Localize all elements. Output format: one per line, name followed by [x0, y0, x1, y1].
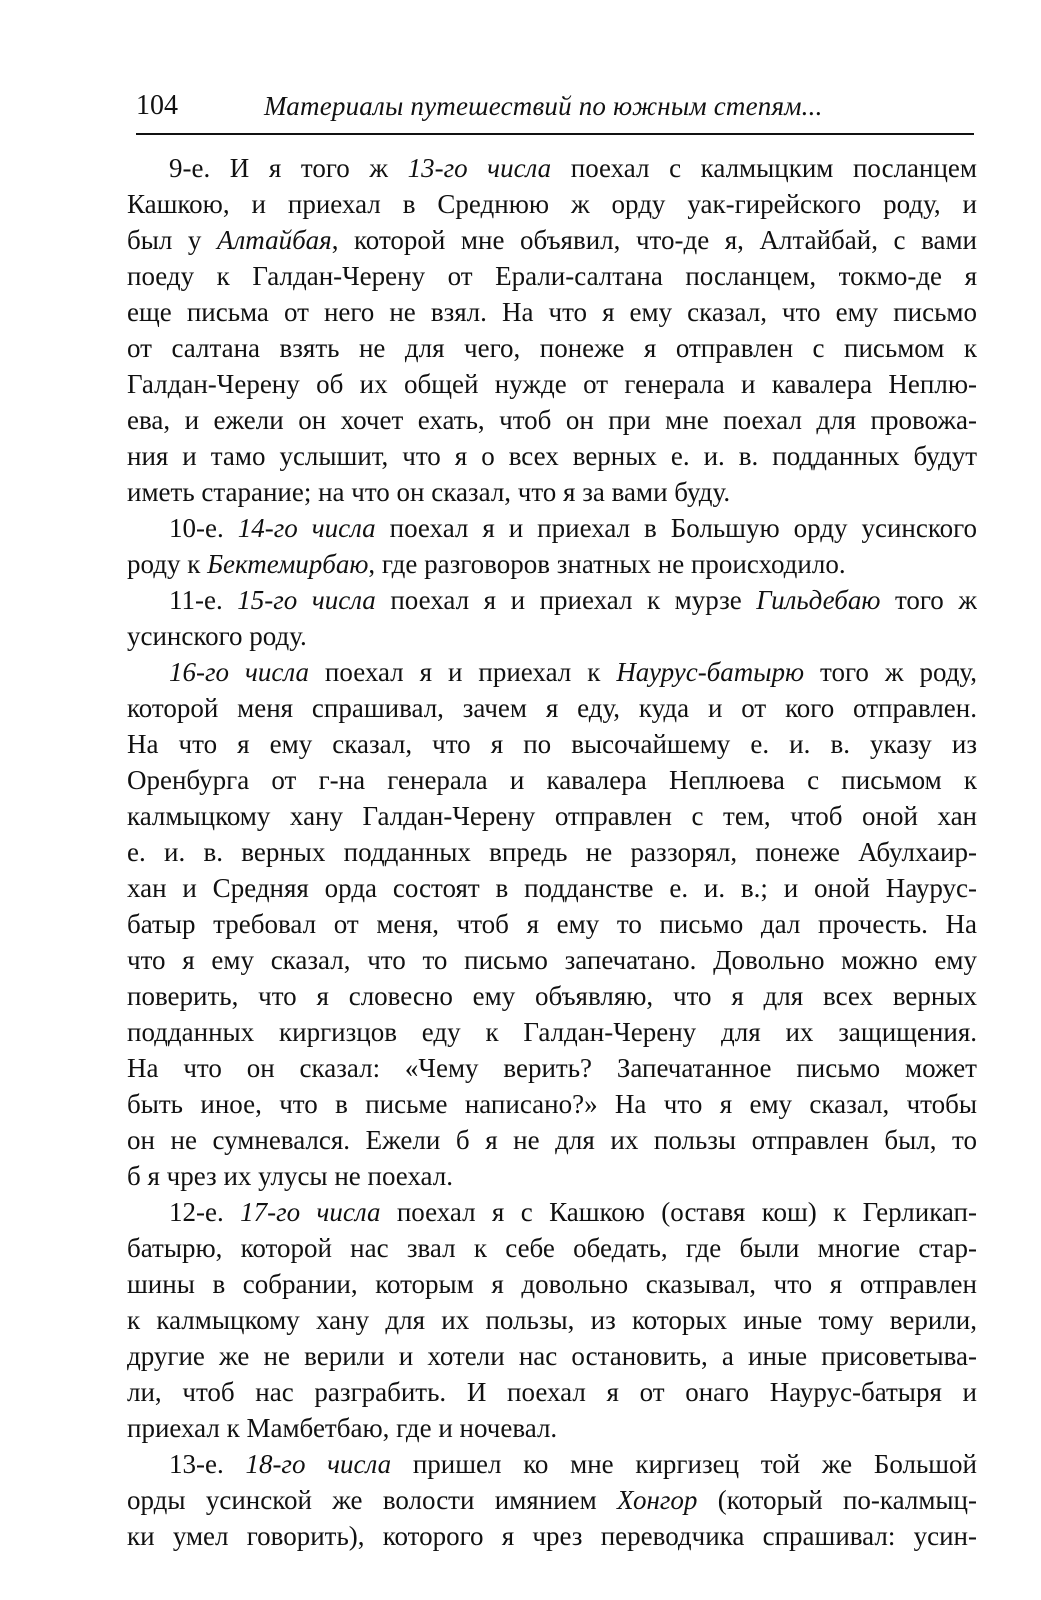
- running-header: [136, 88, 974, 128]
- text-segment: 10-е.: [169, 513, 238, 543]
- text-line: [127, 474, 977, 510]
- text-line: [127, 1122, 977, 1158]
- text-line: [169, 150, 977, 186]
- text-segment: ния и тамо услышит, что я о всех верных е. и. в. подданных будут: [127, 441, 977, 471]
- text-line: [127, 798, 977, 834]
- text-segment: к калмыцкому хану для их пользы, из которых иные тому верили,: [127, 1305, 977, 1335]
- text-line: [169, 510, 977, 546]
- italic-name: Алтайбая: [217, 225, 332, 255]
- italic-name: Бектемирбаю: [207, 549, 369, 579]
- text-segment: другие же не верили и хотели нас остановить, а иные присоветыва-: [127, 1341, 977, 1371]
- text-line: [127, 1050, 977, 1086]
- text-line: [169, 654, 977, 690]
- text-segment: еще письма от него не взял. На что я ему сказал, что ему письмо: [127, 297, 977, 327]
- text-segment: , которой мне объявил, что-де я, Алтайбай, с вами: [331, 225, 977, 255]
- header-rule: [136, 133, 974, 135]
- body-text: [127, 150, 977, 1551]
- italic-name: Наурус-батырю: [616, 657, 805, 687]
- text-line: [127, 1482, 977, 1518]
- text-segment: , где разговоров знатных не происходило.: [368, 549, 846, 579]
- text-line: [127, 1014, 977, 1050]
- text-line: [127, 402, 977, 438]
- text-segment: Оренбурга от г-на генерала и кавалера Неплюева с письмом к: [127, 765, 977, 795]
- text-segment: подданных киргизцов еду к Галдан-Черену для их защищения.: [127, 1017, 977, 1047]
- text-segment: роду к: [127, 549, 208, 579]
- page-number: 104: [136, 90, 178, 121]
- text-segment: батырю, которой нас звал к себе обедать, где были многие стар-: [127, 1233, 977, 1263]
- text-line: [127, 438, 977, 474]
- text-line: [127, 942, 977, 978]
- italic-date: 17-го числа: [240, 1197, 381, 1227]
- text-segment: ки умел говорить), которого я чрез переводчика спрашивал: усин-: [127, 1521, 977, 1551]
- text-line: [127, 1374, 977, 1410]
- text-line: [127, 366, 977, 402]
- text-segment: поверить, что я словесно ему объявляю, что я для всех верных: [127, 981, 977, 1011]
- italic-name: Хонгор: [617, 1485, 698, 1515]
- text-line: [127, 618, 977, 654]
- italic-date: 14-го числа: [237, 513, 376, 543]
- text-segment: орды усинской же волости имянием: [127, 1485, 618, 1515]
- text-segment: хан и Средняя орда состоят в подданстве е. и. в.; и оной Наурус-: [127, 873, 977, 903]
- text-line: [127, 222, 977, 258]
- text-line: [127, 1302, 977, 1338]
- text-line: [127, 1410, 977, 1446]
- text-segment: поехал с калмыцким посланцем: [551, 153, 977, 183]
- italic-name: Гильдебаю: [756, 585, 881, 615]
- text-segment: 11-е.: [169, 585, 238, 615]
- text-segment: усинского роду.: [127, 621, 307, 651]
- text-line: [169, 1446, 977, 1482]
- text-segment: батыр требовал от меня, чтоб я ему то письмо дал прочесть. На: [127, 909, 977, 939]
- text-segment: поехал я и приехал к: [308, 657, 617, 687]
- text-line: [127, 1086, 977, 1122]
- text-line: [127, 762, 977, 798]
- text-line: [127, 546, 977, 582]
- text-segment: е. и. в. верных подданных впредь не раззорял, понеже Абулхаир-: [127, 837, 977, 867]
- text-segment: был у: [127, 225, 217, 255]
- text-line: [127, 690, 977, 726]
- text-line: [127, 726, 977, 762]
- text-segment: он не сумневался. Ежели б я не для их пользы отправлен был, то: [127, 1125, 977, 1155]
- text-line: [127, 906, 977, 942]
- text-segment: от салтана взять не для чего, понеже я отправлен с письмом к: [127, 333, 977, 363]
- text-segment: поеду к Галдан-Черену от Ерали-салтана посланцем, токмо-де я: [127, 261, 977, 291]
- text-segment: поехал я и приехал в Большую орду усинского: [375, 513, 977, 543]
- text-line: [127, 1266, 977, 1302]
- text-segment: иметь старание; на что он сказал, что я за вами буду.: [127, 477, 731, 507]
- text-segment: быть иное, что в письме написано?» На что я ему сказал, чтобы: [127, 1089, 977, 1119]
- text-segment: пришел ко мне киргизец той же Большой: [391, 1449, 977, 1479]
- running-title: Материалы путешествий по южным степям...: [264, 91, 823, 121]
- text-line: [127, 1338, 977, 1374]
- text-segment: 13-е.: [169, 1449, 246, 1479]
- italic-date: 16-го числа: [169, 657, 309, 687]
- text-segment: На что он сказал: «Чему верить? Запечатанное письмо может: [127, 1053, 977, 1083]
- text-segment: Кашкою, и приехал в Среднюю ж орду уак-гирейского роду, и: [127, 189, 977, 219]
- text-segment: ева, и ежели он хочет ехать, чтоб он при мне поехал для провожа-: [127, 405, 977, 435]
- text-segment: 9-е. И я того ж: [169, 153, 408, 183]
- text-line: [127, 1518, 977, 1554]
- text-line: [127, 258, 977, 294]
- text-segment: калмыцкому хану Галдан-Черену отправлен с тем, чтоб оной хан: [127, 801, 977, 831]
- italic-date: 18-го числа: [245, 1449, 392, 1479]
- text-segment: приехал к Мамбетбаю, где и ночевал.: [127, 1413, 558, 1443]
- text-segment: 12-е.: [169, 1197, 241, 1227]
- text-line: [169, 1194, 977, 1230]
- text-line: [127, 1158, 977, 1194]
- text-segment: того ж роду,: [804, 657, 977, 687]
- text-line: [127, 294, 977, 330]
- text-segment: Галдан-Черену об их общей нужде от генерала и кавалера Неплю-: [127, 369, 977, 399]
- italic-date: 13-го числа: [407, 153, 552, 183]
- text-line: [169, 582, 977, 618]
- text-line: [127, 870, 977, 906]
- text-line: [127, 1230, 977, 1266]
- text-line: [127, 186, 977, 222]
- text-segment: На что я ему сказал, что я по высочайшему е. и. в. указу из: [127, 729, 977, 759]
- text-segment: поехал я и приехал к мурзе: [375, 585, 757, 615]
- text-line: [127, 834, 977, 870]
- text-segment: ли, чтоб нас разграбить. И поехал я от онаго Наурус-батыря и: [127, 1377, 977, 1407]
- text-segment: того ж: [880, 585, 977, 615]
- text-line: [127, 330, 977, 366]
- text-segment: шины в собрании, которым я довольно сказывал, что я отправлен: [127, 1269, 977, 1299]
- text-segment: что я ему сказал, что то письмо запечатано. Довольно можно ему: [127, 945, 977, 975]
- text-segment: поехал я с Кашкою (оставя кош) к Герликап-: [380, 1197, 977, 1227]
- text-segment: б я чрез их улусы не поехал.: [127, 1161, 454, 1191]
- text-segment: которой меня спрашивал, зачем я еду, куда и от кого отправлен.: [127, 693, 977, 723]
- text-segment: (который по-калмыц-: [697, 1485, 977, 1515]
- text-line: [127, 978, 977, 1014]
- italic-date: 15-го числа: [237, 585, 376, 615]
